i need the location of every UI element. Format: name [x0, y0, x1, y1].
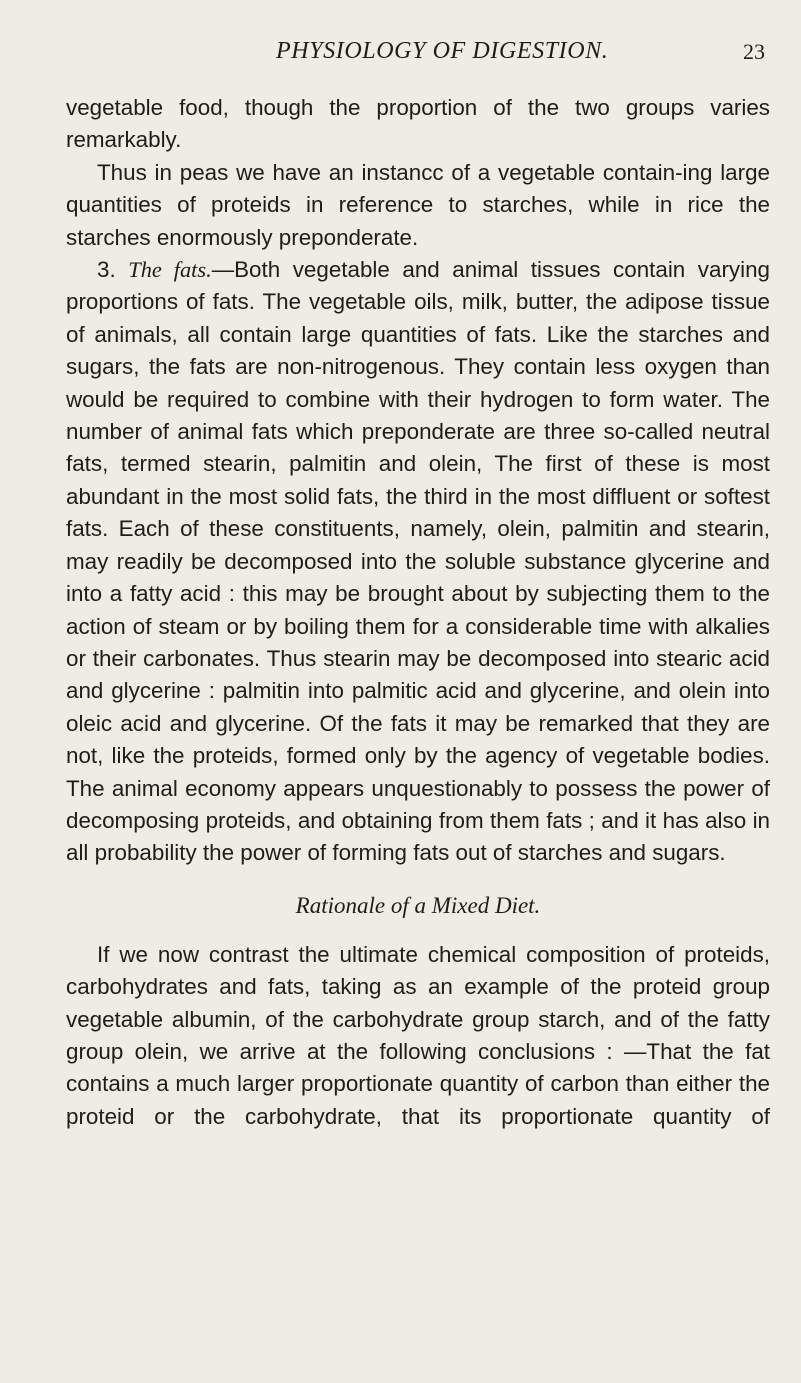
paragraph-3-fats	[66, 254, 770, 870]
paragraph-4: If we now contrast the ultimate chemical composition of proteids, carbohydrates and fats, taking as an example of the proteid group vegetable albumin, of the carbohydrate group starch, and of the fatty group olein, we arrive at the following conclusions : —That the fat contains a much larger proportionate quantity of carbon than either the proteid or the carbohydrate, that its proportionate quantity of	[66, 941, 770, 1129]
page-body	[66, 92, 770, 1133]
section-heading: Rationale of a Mixed Diet.	[295, 892, 541, 918]
paragraph-1: vegetable food, though the proportion of the two groups varies remarkably.	[66, 95, 770, 153]
paragraph-2: Thus in peas we have an instancc of a vegetable contain-ing large quantities of proteids in reference to starches, while in rice the starches enormously preponderate.	[66, 159, 770, 250]
running-title: PHYSIOLOGY OF DIGESTION.	[276, 38, 609, 64]
section-title: The fats.	[128, 257, 212, 283]
page-number: 23	[743, 39, 765, 64]
page-header	[0, 38, 801, 78]
paragraph-3-text: —Both vegetable and animal tissues contain varying proportions of fats. The vegetable oils, milk, butter, the adipose tissue of animals, all contain large quantities of fats. Like the starches and sugars, the fats are non-nitrogenous. They contain less oxygen than would be required to combine with their hydrogen to form water. The number of animal fats which preponderate are three so-called neutral fats, termed stearin, palmitin and olein, The first of these is most abundant in the most solid fats, the third in the most diffluent or softest fats. Each of these constituents, namely, olein, palmitin and stearin, may readily be decomposed into the soluble substance glycerine and into a fatty acid : this may be brought about by subjecting them to the action of steam or by boiling them for a considerable time with alkalies or their carbonates. Thus stearin may be decomposed into stearic acid and glycerine : palmitin into palmitic acid and glycerine, and olein into oleic acid and glycerine. Of the fats it may be remarked that they are not, like the proteids, formed only by the agency of vegetable bodies. The animal economy appears unquestionably to possess the power of decomposing proteids, and obtaining from them fats ; and it has also in all probability the power of forming fats out of starches and sugars.	[66, 257, 770, 866]
section-number: 3.	[97, 257, 116, 283]
